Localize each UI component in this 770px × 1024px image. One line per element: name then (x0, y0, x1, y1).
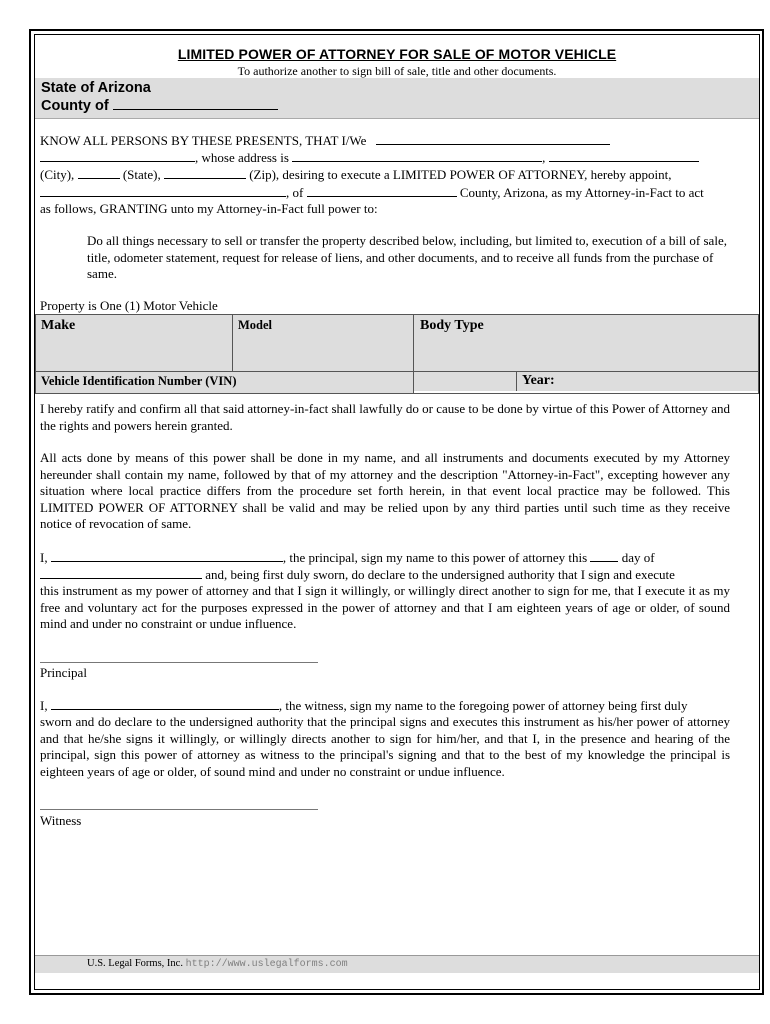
year-cell[interactable] (516, 372, 758, 391)
know-all-text-2a: , whose address is (195, 150, 289, 165)
make-label: Make (41, 318, 76, 333)
county-blank[interactable] (113, 97, 278, 110)
principal-text-1c: day of (621, 550, 655, 565)
model-label: Model (238, 318, 273, 332)
witness-signature-line[interactable] (40, 809, 318, 810)
ratify-paragraph: I hereby ratify and confirm all that said attorney-in-fact shall lawfully do or cause to be done by virtue of this Power of Attorney and the rights and powers herein granted. (40, 401, 730, 433)
principal-text-1b: , the principal, sign my name to this power of attorney this (282, 550, 588, 565)
witness-text-1b: , the witness, sign my name to the foregoing power of attorney being first duly (278, 698, 688, 713)
vin-label: Vehicle Identification Number (VIN) (41, 374, 237, 388)
know-all-text-1: KNOW ALL PERSONS BY THESE PRESENTS, THAT I/We (40, 133, 367, 148)
vin-value-area[interactable] (414, 372, 516, 391)
footer (87, 958, 348, 970)
know-all-text-3c: (Zip), desiring to execute a LIMITED POWER OF ATTORNEY, hereby appoint, (249, 167, 672, 182)
know-all-text-4b: County, Arizona, as my Attorney-in-Fact to act (459, 185, 704, 200)
witness-name-blank[interactable] (51, 697, 279, 710)
know-all-text-2b: , (542, 150, 546, 165)
principal-text-1a: I, (40, 550, 48, 565)
footer-company: U.S. Legal Forms, Inc. (87, 958, 183, 969)
know-all-line-2 (40, 149, 699, 166)
year-label: Year: (522, 373, 555, 388)
state-label: State of Arizona (41, 80, 151, 96)
principal-line-1 (40, 549, 655, 566)
property-intro: Property is One (1) Motor Vehicle (40, 298, 218, 313)
know-all-text-3b: (State), (122, 167, 161, 182)
month-year-blank[interactable] (40, 566, 202, 579)
know-all-text-4a: , of (286, 185, 304, 200)
body-type-label: Body Type (420, 318, 484, 333)
principal-label: Principal (40, 665, 87, 680)
day-blank[interactable] (590, 549, 618, 562)
body-type-cell[interactable] (414, 315, 759, 372)
witness-paragraph: sworn and do declare to the undersigned authority that the principal signs and executes this instrument as his/her power of attorney and that he/she signs it willingly, or willingly directs another to sign for him/her, and that I, in the presence and hearing of the principal, sign this power of attorney as witness to the principal's signing and that to the best of my knowledge the principal is eighteen years of age or older, of sound mind and under no constraint or undue influence. (40, 714, 730, 779)
vin-cell[interactable] (36, 372, 414, 394)
make-cell[interactable] (36, 315, 233, 372)
principal-text-2: and, being first duly sworn, do declare to the undersigned authority that I sign and execute (205, 567, 675, 582)
city-blank[interactable] (78, 166, 120, 179)
grantor-name-blank-2[interactable] (40, 149, 195, 162)
county-label: County of (41, 98, 109, 114)
vin-year-cell (414, 372, 759, 394)
acts-paragraph: All acts done by means of this power shall be done in my name, and all instruments and documents executed by my Attorney hereunder shall contain my name, followed by that of my attorney and the description "Attorney-in-Fact", excepting however any situation where local practice differs from the procedure set forth herein, in that event local practice may be followed. This LIMITED POWER OF ATTORNEY shall be valid and may be relied upon by any third parties until such time as they receive notice of revocation of same. (40, 450, 730, 532)
principal-name-blank[interactable] (51, 549, 283, 562)
know-all-line-1 (40, 132, 610, 149)
witness-label: Witness (40, 813, 82, 828)
vehicle-table (35, 314, 759, 394)
witness-line-1 (40, 697, 688, 714)
know-all-line-3 (40, 166, 672, 183)
principal-line-2 (40, 566, 675, 583)
principal-paragraph: this instrument as my power of attorney and that I sign it willingly, or willingly direct another to sign for me, that I execute it as my free and voluntary act for the purposes expressed in the power of attorney and that I am eighteen years of age or older, of sound mind and under no constraint or undue influence. (40, 583, 730, 632)
grantor-name-blank[interactable] (376, 132, 610, 145)
state-blank[interactable] (164, 166, 246, 179)
document-title: LIMITED POWER OF ATTORNEY FOR SALE OF MOTOR VEHICLE (177, 46, 617, 62)
know-all-text-3a: (City), (40, 167, 75, 182)
footer-link[interactable]: http://www.uslegalforms.com (185, 959, 348, 970)
principal-signature-line[interactable] (40, 662, 318, 663)
attorney-county-blank[interactable] (307, 184, 457, 197)
county-line (41, 97, 278, 114)
powers-paragraph: Do all things necessary to sell or transfer the property described below, including, but limited to, execution of a bill of sale, title, odometer statement, request for release of liens, and other documents, and to receive all funds from the purchase of same. (87, 233, 727, 282)
address-blank[interactable] (292, 149, 542, 162)
address-blank-2[interactable] (549, 149, 699, 162)
know-all-line-5: as follows, GRANTING unto my Attorney-in-Fact full power to: (40, 201, 378, 216)
know-all-line-4 (40, 184, 704, 201)
witness-text-1a: I, (40, 698, 48, 713)
model-cell[interactable] (233, 315, 414, 372)
document-subtitle: To authorize another to sign bill of sale, title and other documents. (237, 64, 557, 78)
attorney-name-blank[interactable] (40, 184, 286, 197)
